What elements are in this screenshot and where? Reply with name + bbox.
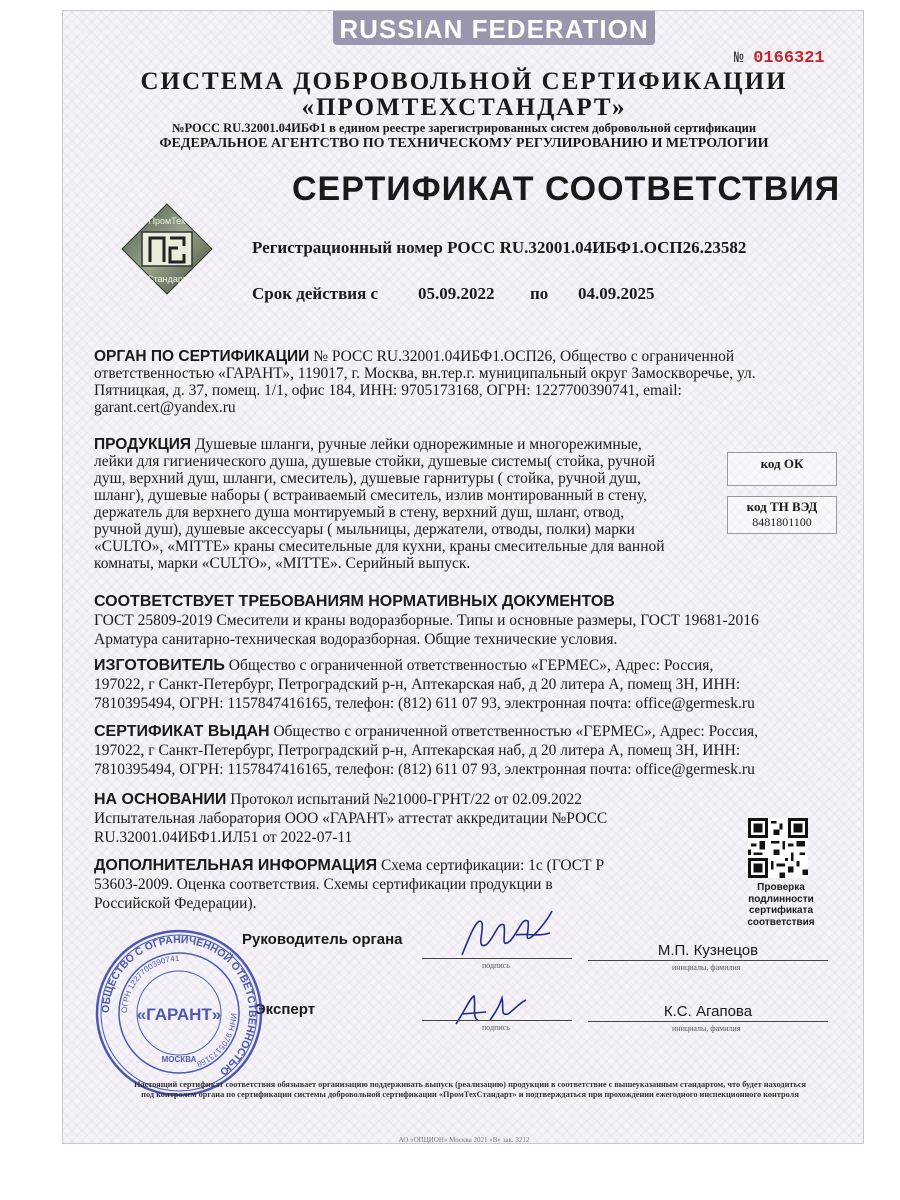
- basis-section: НА ОСНОВАНИИ Протокол испытаний №21000-ГРНТ/22 от 02.09.2022 Испытательная лаборатория ООО «ГАРАНТ» аттестат аккредитации №РОСС RU.32001.04ИБФ1.ИЛ51 от 2022-07-11: [94, 791, 608, 846]
- manufacturer-section: ИЗГОТОВИТЕЛЬ Общество с ограниченной ответственностью «ГЕРМЕС», Адрес: Россия, 197022, г Санкт-Петербург, Петроградский р-н, Аптекарская наб, д 20 литера А, помещ 3Н, ИНН: 7810395494, ОГРН: 1157847416165, телефон: (812) 611 07 93, электронная почта: office@germesk.ru: [94, 657, 755, 712]
- svg-text:ИНН 9705173168: ИНН 9705173168: [195, 1012, 239, 1069]
- system-title-line1: СИСТЕМА ДОБРОВОЛЬНОЙ СЕРТИФИКАЦИИ: [140, 68, 788, 95]
- expert-name: К.С. Агапова: [663, 1003, 753, 1020]
- certification-body-heading: ОРГАН ПО СЕРТИФИКАЦИИ: [94, 348, 310, 365]
- validity-label: Срок действия с: [252, 284, 379, 303]
- head-of-body-label: Руководитель органа: [242, 931, 403, 948]
- svg-text:ОБЩЕСТВО С ОГРАНИЧЕННОЙ ОТВЕТС: ОБЩЕСТВО С ОГРАНИЧЕННОЙ ОТВЕТСТВЕННОСТЬЮ: [99, 933, 259, 1078]
- tnved-code-value: 8481801100: [752, 515, 812, 529]
- head-name-line: [588, 960, 828, 961]
- issued-to-heading: СЕРТИФИКАТ ВЫДАН: [94, 723, 270, 740]
- product-section: ПРОДУКЦИЯ Душевые шланги, ручные лейки однорежимные и многорежимные, лейки для гигиенического душа, душевые стойки, душевые системы( стойка, ручной душ, верхний душ, шланги, смеситель), душевые гарнитуры ( стойка, ручной душ, шланг), душевые наборы ( встраиваемый смеситель, излив монтированный в стену, держатель для верхнего душа монтируемый в стену, верхний душ, шланг, отвод, ручной душ), душевые аксессуары ( мыльницы, держатели, отводы, полки) марки «CULTO», «MITTE» краны смесительные для кухни, краны смесительные для ванной комнаты, марки «CULTO», «MITTE». Серийный выпуск.: [94, 436, 665, 572]
- expert-sign-line: [422, 1020, 572, 1021]
- head-sign-line: [422, 958, 572, 959]
- head-signature: [456, 905, 556, 963]
- certificate-title: СЕРТИФИКАТ СООТВЕТСТВИЯ: [292, 170, 841, 208]
- ok-code-label: код ОК: [760, 456, 804, 471]
- system-registry-line: №РОСС RU.32001.04ИБФ1 в едином реестре зарегистрированных систем добровольной сертификации: [171, 121, 757, 135]
- tnved-code-label: код ТН ВЭД: [746, 499, 818, 514]
- manufacturer-heading: ИЗГОТОВИТЕЛЬ: [94, 657, 225, 674]
- head-of-body-name: М.П. Кузнецов: [657, 942, 759, 959]
- qr-caption: Проверка подлинности сертификата соответствия: [747, 882, 815, 928]
- federal-agency-line: ФЕДЕРАЛЬНОЕ АГЕНТСТВО ПО ТЕХНИЧЕСКОМУ РЕГУЛИРОВАНИЮ И МЕТРОЛОГИИ: [159, 136, 769, 151]
- country-banner: RUSSIAN FEDERATION: [333, 11, 655, 45]
- validity-to-label: по: [530, 284, 549, 303]
- system-title-line2: «ПРОМТЕХСТАНДАРТ»: [301, 94, 627, 121]
- ok-code-box: [727, 452, 837, 486]
- basis-heading: НА ОСНОВАНИИ: [94, 791, 227, 808]
- issued-to-section: СЕРТИФИКАТ ВЫДАН Общество с ограниченной ответственностью «ГЕРМЕС», Адрес: Россия, 197022, г Санкт-Петербург, Петроградский р-н, Аптекарская наб, д 20 литера А, помещ 3Н, ИНН: 7810395494, ОГРН: 1157847416165, телефон: (812) 611 07 93, электронная почта: office@germesk.ru: [94, 723, 759, 778]
- verification-qr-code[interactable]: [748, 818, 808, 878]
- registration-number: Регистрационный номер РОСС RU.32001.04ИБФ1.ОСП26.23582: [252, 238, 747, 257]
- certification-body-section: ОРГАН ПО СЕРТИФИКАЦИИ № РОСС RU.32001.04ИБФ1.ОСП26, Общество с ограниченной ответственностью «ГАРАНТ», 119017, г. Москва, вн.тер.г. муниципальный округ Замоскворечье, ул. Пятницкая, д. 37, помещ. 1/1, офис 184, ИНН: 9705173168, ОГРН: 1227700390741, email: garant.cert@yandex.ru: [94, 348, 756, 416]
- tnved-code-box: [727, 496, 837, 534]
- product-heading: ПРОДУКЦИЯ: [94, 436, 192, 453]
- validity-to: 04.09.2025: [578, 284, 655, 303]
- footer-note: Настоящий сертификат соответствия обязывает организацию поддерживать выпуск (реализацию) продукции в соответствие с вышеуказанным стандартом, что будет находиться под контролем органа по сертификации системы добровольной сертификации «ПромТехСтандарт» и подтверждаться при прохождении ежегодного инспекционного контроля: [134, 1080, 806, 1099]
- garant-round-stamp: [94, 928, 264, 1098]
- promtech-hologram-logo: [120, 202, 214, 296]
- printer-imprint: АО «ОПЦИОН» Москва 2021 «В» зак. 3212: [398, 1136, 530, 1144]
- svg-text:ПромТех: ПромТех: [148, 216, 186, 226]
- validity-from: 05.09.2022: [418, 284, 495, 303]
- svg-text:ОГРН 1227700390741: ОГРН 1227700390741: [119, 953, 180, 1014]
- expert-name-line: [588, 1021, 828, 1022]
- svg-text:«ГАРАНТ»: «ГАРАНТ»: [136, 1005, 222, 1024]
- svg-text:МОСКВА: МОСКВА: [161, 1055, 197, 1064]
- svg-text:Стандарт: Стандарт: [147, 274, 187, 284]
- additional-info-section: ДОПОЛНИТЕЛЬНАЯ ИНФОРМАЦИЯ Схема сертификации: 1с (ГОСТ Р 53603-2009. Оценка соответствия. Схемы сертификации продукции в Российской Федерации).: [94, 857, 605, 912]
- blank-number: № 0166321: [734, 49, 825, 68]
- additional-info-heading: ДОПОЛНИТЕЛЬНАЯ ИНФОРМАЦИЯ: [94, 857, 378, 874]
- conformity-section: СООТВЕТСТВУЕТ ТРЕБОВАНИЯМ НОРМАТИВНЫХ ДОКУМЕНТОВ ГОСТ 25809-2019 Смесители и краны водоразборные. Типы и основные размеры, ГОСТ 19681-2016 Арматура санитарно-техническая водоразборная. Общие технические условия.: [94, 592, 834, 649]
- conformity-heading: СООТВЕТСТВУЕТ ТРЕБОВАНИЯМ НОРМАТИВНЫХ ДОКУМЕНТОВ: [94, 593, 615, 610]
- blank-number-value: 0166321: [753, 49, 825, 68]
- expert-label: Эксперт: [255, 1001, 316, 1018]
